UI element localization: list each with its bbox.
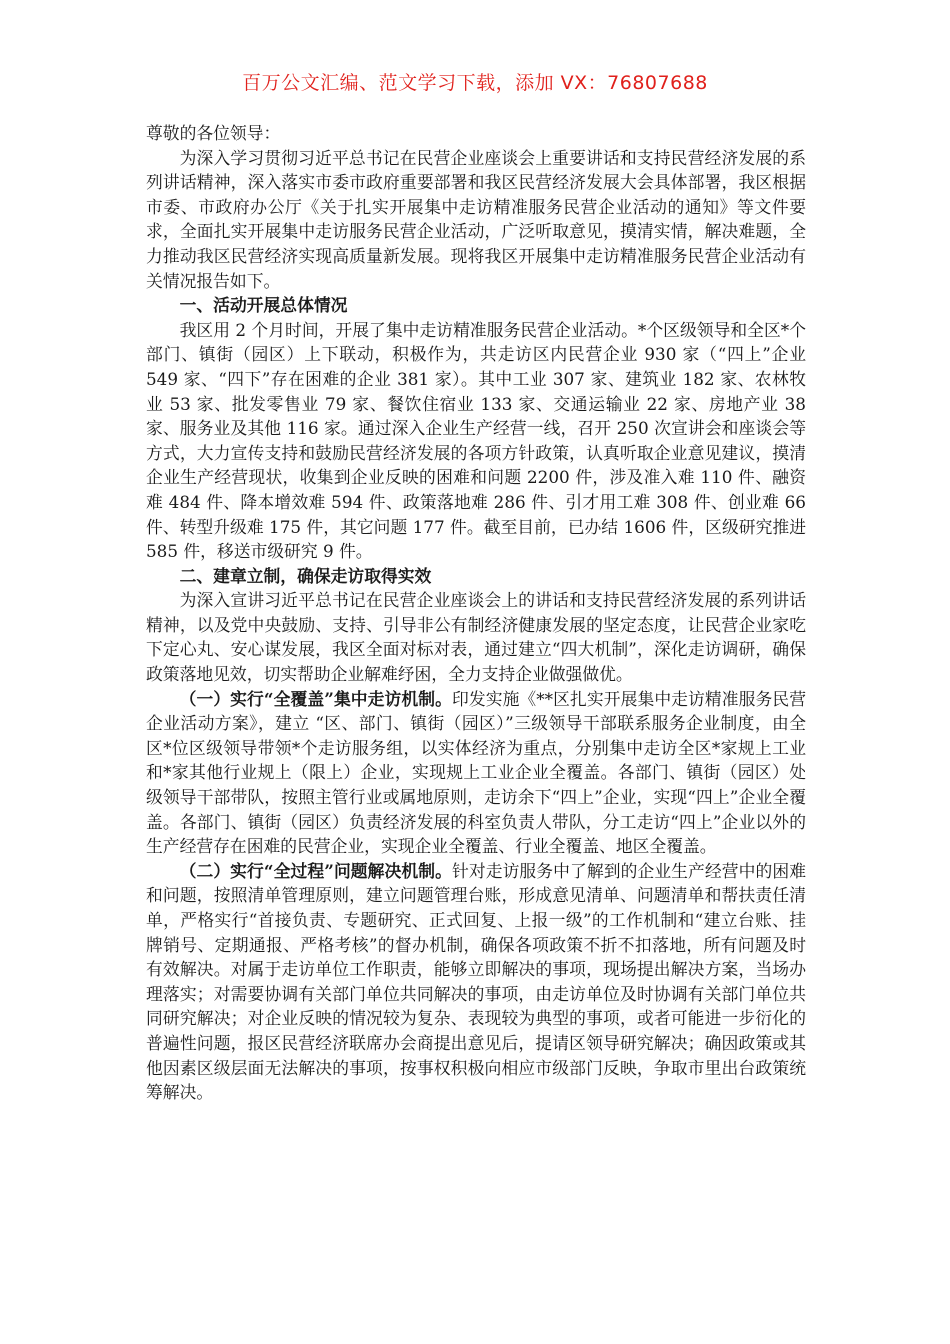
section-1-paragraph: 我区用 2 个月时间，开展了集中走访精准服务民营企业活动。*个区级领导和全区*个部门、镇街（园区）上下联动，积极作为，共走访区内民营企业 930 家（“四上”企业 549 家、“四下”存在困难的企业 381 家）。其中工业 307 家、建筑业 182 家、农林牧业 53 家、批发零售业 79 家、餐饮住宿业 133 家、交通运输业 22 家、房地产业 38 家、服务业及其他 116 家。通过深入企业生产经营一线，召开 250 次宣讲会和座谈会等方式，大力宣传支持和鼓励民营经济发展的各项方针政策，认真听取企业意见建议，摸清企业生产经营现状，收集到企业反映的困难和问题 2200 件，涉及准入难 110 件、融资难 484 件、降本增效难 594 件、政策落地难 286 件、引才用工难 308 件、创业难 66 件、转型升级难 175 件，其它问题 177 件。截至目前，已办结 1606 件，区级研究推进 585 件，移送市级研究 9 件。 bbox=[146, 319, 806, 562]
subsection-2-heading: （二）实行“全过程”问题解决机制。 bbox=[179, 860, 452, 881]
intro-paragraph: 为深入学习贯彻习近平总书记在民营企业座谈会上重要讲话和支持民营经济发展的系列讲话精神，深入落实市委市政府重要部署和我区民营经济发展大会具体部署，我区根据市委、市政府办公厅《关于扎实开展集中走访精准服务民营企业活动的通知》等文件要求，全面扎实开展集中走访服务民营企业活动，广泛听取意见，摸清实情，解决难题，全力推动我区民营经济实现高质量新发展。现将我区开展集中走访精准服务民营企业活动有关情况报告如下。 bbox=[146, 147, 806, 291]
section-2-heading: 二、建章立制，确保走访取得实效 bbox=[179, 565, 432, 586]
subsection-1-heading: （一）实行“全覆盖”集中走访机制。 bbox=[179, 688, 452, 709]
subsection-2-paragraph bbox=[146, 859, 806, 1105]
subsection-1-text: 印发实施《**区扎实开展集中走访精准服务民营企业活动方案》，建立 “区、部门、镇街（园区）”三级领导干部联系服务企业制度，由全区*位区级领导带领*个走访服务组，以实体经济为重点，分别集中走访全区*家规上工业和*家其他行业规上（限上）企业，实现规上工业企业全覆盖。各部门、镇街（园区）处级领导干部带队，按照主管行业或属地原则，走访余下“四上”企业，实现“四上”企业全覆盖。各部门、镇街（园区）负责经济发展的科室负责人带队，分工走访“四上”企业以外的生产经营存在困难的民营企业，实现企业全覆盖、行业全覆盖、地区全覆盖。 bbox=[146, 688, 806, 857]
promo-banner: 百万公文汇编、范文学习下载，添加 VX：76807688 bbox=[242, 72, 708, 94]
section-1-heading: 一、活动开展总体情况 bbox=[179, 295, 348, 316]
subsection-2-text: 针对走访服务中了解到的企业生产经营中的困难和问题，按照清单管理原则，建立问题管理台账，形成意见清单、问题清单和帮扶责任清单，严格实行“首接负责、专题研究、正式回复、上报一级”的工作机制和“建立台账、挂牌销号、定期通报、严格考核”的督办机制，确保各项政策不折不扣落地，所有问题及时有效解决。对属于走访单位工作职责，能够立即解决的事项，现场提出解决方案，当场办理落实；对需要协调有关部门单位共同解决的事项，由走访单位及时协调有关部门单位共同研究解决；对企业反映的情况较为复杂、表现较为典型的事项，或者可能进一步衍化的普遍性问题，报区民营经济联席办会商提出意见后，提请区领导研究解决；确因政策或其他因素区级层面无法解决的事项，按事权积极向相应市级部门反映，争取市里出台政策统筹解决。 bbox=[146, 860, 806, 1103]
document-body bbox=[146, 121, 806, 1105]
section-2-paragraph: 为深入宣讲习近平总书记在民营企业座谈会上的讲话和支持民营经济发展的系列讲话精神，以及党中央鼓励、支持、引导非公有制经济健康发展的坚定态度，让民营企业家吃下定心丸、安心谋发展，我区全面对标对表，通过建立“四大机制”，深化走访调研，确保政策落地见效，切实帮助企业解难纾困，全力支持企业做强做优。 bbox=[146, 590, 806, 685]
subsection-1-paragraph bbox=[146, 687, 806, 859]
salutation: 尊敬的各位领导： bbox=[146, 123, 281, 143]
